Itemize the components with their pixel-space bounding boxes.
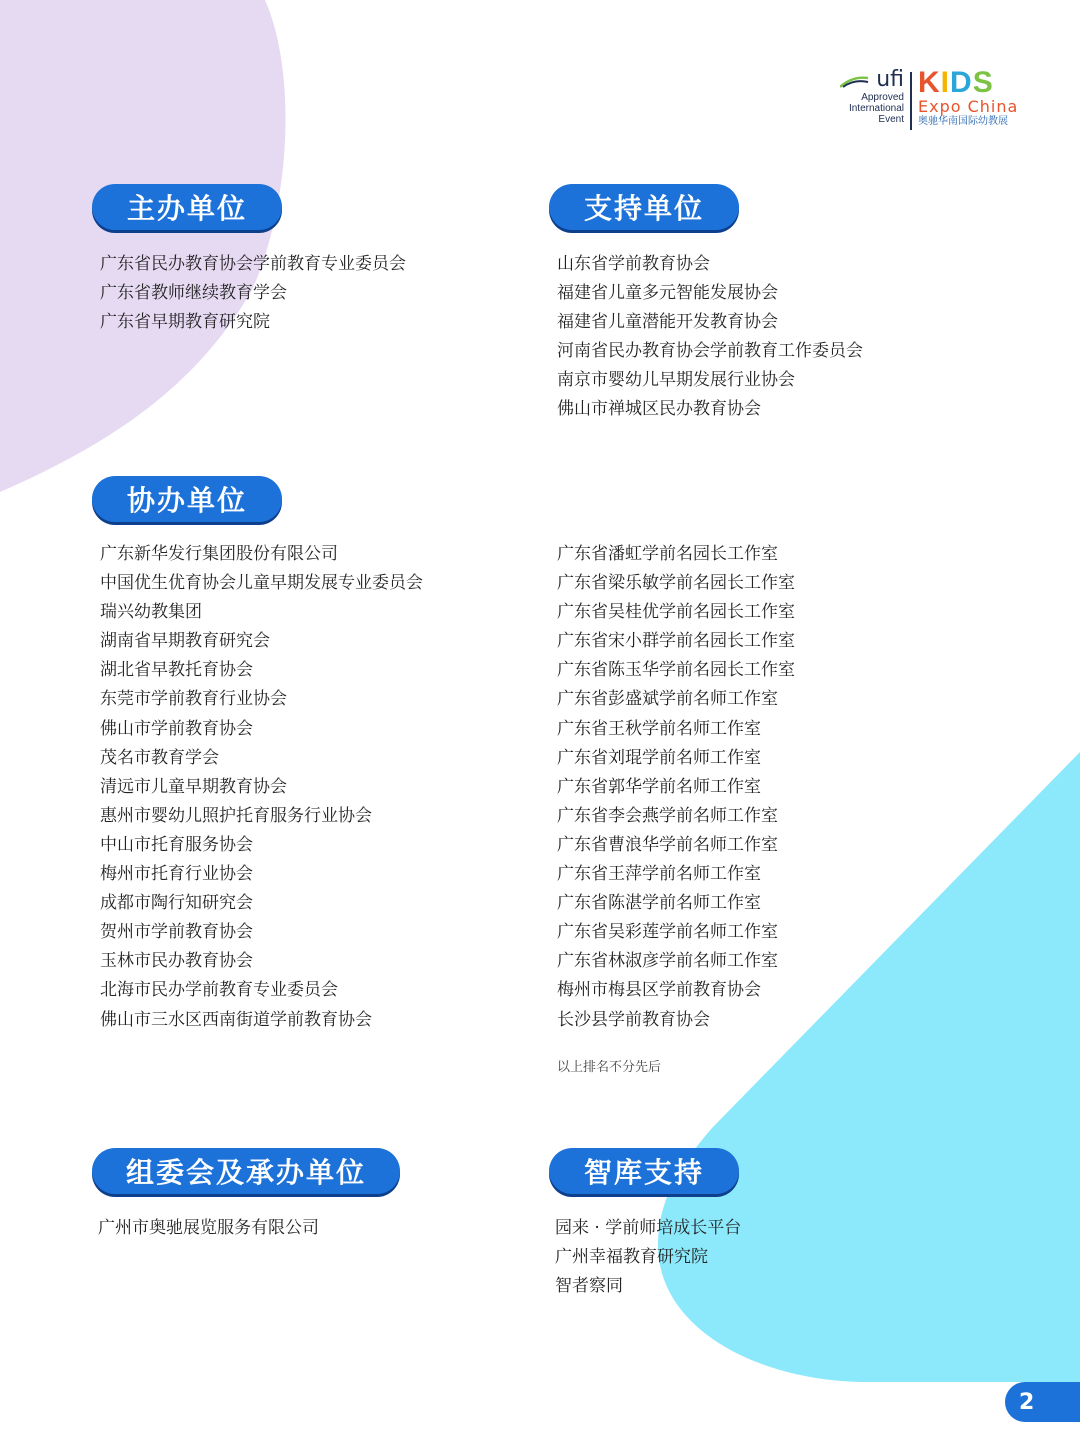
list-item: 福建省儿童潜能开发教育协会 <box>557 312 778 333</box>
ufi-approved: Approved <box>861 92 904 103</box>
list-item: 成都市陶行知研究会 <box>100 893 253 914</box>
list-item: 长沙县学前教育协会 <box>557 1009 710 1030</box>
list-item: 中山市托育服务协会 <box>100 834 253 855</box>
list-item: 广东省陈湛学前名师工作室 <box>557 893 761 914</box>
list-item: 佛山市禅城区民办教育协会 <box>557 399 761 420</box>
logo-divider <box>910 72 912 130</box>
list-item: 广东省王萍学前名师工作室 <box>557 864 761 885</box>
ufi-international: International <box>848 103 904 114</box>
kids-wordmark: KIDS <box>918 66 994 99</box>
think-tank-list <box>555 1214 741 1301</box>
ufi-swoosh-icon <box>840 74 870 88</box>
list-item: 广东省李会燕学前名师工作室 <box>557 805 778 826</box>
list-item: 中国优生优育协会儿童早期发展专业委员会 <box>100 573 423 594</box>
ufi-event: Event <box>878 114 904 125</box>
list-item: 湖南省早期教育研究会 <box>100 631 270 652</box>
list-item: 佛山市学前教育协会 <box>100 718 253 739</box>
list-item: 园来 · 学前师培成长平台 <box>555 1218 742 1238</box>
supporters-heading: 支持单位 <box>549 184 739 230</box>
list-item: 清远市儿童早期教育协会 <box>100 776 287 797</box>
list-item: 梅州市托育行业协会 <box>100 864 253 885</box>
list-item: 瑞兴幼教集团 <box>100 602 202 623</box>
ufi-logo <box>834 68 904 130</box>
lavender-shape <box>0 0 286 492</box>
list-item: 东莞市学前教育行业协会 <box>100 689 287 710</box>
expo-chinese-name: 奥驰华南国际幼教展 <box>918 116 1008 127</box>
organizers-list <box>100 250 406 337</box>
list-item: 福建省儿童多元智能发展协会 <box>557 283 778 304</box>
list-item: 广东省民办教育协会学前教育专业委员会 <box>100 254 406 274</box>
co-organizers-left-list <box>100 540 423 1035</box>
list-item: 智者察同 <box>555 1276 623 1297</box>
ranking-note: 以上排名不分先后 <box>557 1060 662 1075</box>
kids-expo-logo <box>918 68 1024 128</box>
list-item: 广东省郭华学前名师工作室 <box>557 776 761 797</box>
list-item: 贺州市学前教育协会 <box>100 922 253 943</box>
list-item: 广东省吴桂优学前名园长工作室 <box>557 602 795 623</box>
think-tank-heading: 智库支持 <box>549 1148 739 1194</box>
list-item: 广东省吴彩莲学前名师工作室 <box>557 922 778 943</box>
expo-china-text: Expo China <box>918 97 1019 116</box>
list-item: 广东省宋小群学前名园长工作室 <box>557 631 795 652</box>
supporters-list <box>557 250 863 425</box>
co-organizers-right-list <box>557 540 795 1035</box>
list-item: 广东省林淑彦学前名师工作室 <box>557 951 778 972</box>
list-item: 茂名市教育学会 <box>100 747 219 768</box>
list-item: 北海市民办学前教育专业委员会 <box>100 980 338 1001</box>
co-organizers-heading: 协办单位 <box>92 476 282 522</box>
list-item: 佛山市三水区西南街道学前教育协会 <box>100 1009 372 1030</box>
list-item: 广东新华发行集团股份有限公司 <box>100 544 338 564</box>
list-item: 梅州市梅县区学前教育协会 <box>557 980 761 1001</box>
list-item: 广东省曹浪华学前名师工作室 <box>557 834 778 855</box>
list-item: 湖北省早教托育协会 <box>100 660 253 681</box>
list-item: 广东省教师继续教育学会 <box>100 283 287 304</box>
list-item: 广州市奥驰展览服务有限公司 <box>98 1218 319 1238</box>
list-item: 广东省王秋学前名师工作室 <box>557 718 761 739</box>
list-item: 河南省民办教育协会学前教育工作委员会 <box>557 341 863 362</box>
list-item: 广东省刘琨学前名师工作室 <box>557 747 761 768</box>
list-item: 南京市婴幼儿早期发展行业协会 <box>557 370 795 391</box>
list-item: 山东省学前教育协会 <box>557 254 710 274</box>
organizers-heading: 主办单位 <box>92 184 282 230</box>
committee-list <box>98 1214 319 1243</box>
list-item: 惠州市婴幼儿照护托育服务行业协会 <box>100 805 372 826</box>
list-item: 广东省彭盛斌学前名师工作室 <box>557 689 778 710</box>
list-item: 广东省陈玉华学前名园长工作室 <box>557 660 795 681</box>
list-item: 玉林市民办教育协会 <box>100 951 253 972</box>
list-item: 广东省潘虹学前名园长工作室 <box>557 544 778 564</box>
list-item: 广州幸福教育研究院 <box>555 1247 708 1268</box>
list-item: 广东省梁乐敏学前名园长工作室 <box>557 573 795 594</box>
committee-heading: 组委会及承办单位 <box>92 1148 400 1194</box>
expo-logo <box>834 68 1024 134</box>
page-number: 2 <box>1005 1382 1080 1422</box>
list-item: 广东省早期教育研究院 <box>100 312 270 333</box>
ufi-text: ufi <box>876 67 904 92</box>
